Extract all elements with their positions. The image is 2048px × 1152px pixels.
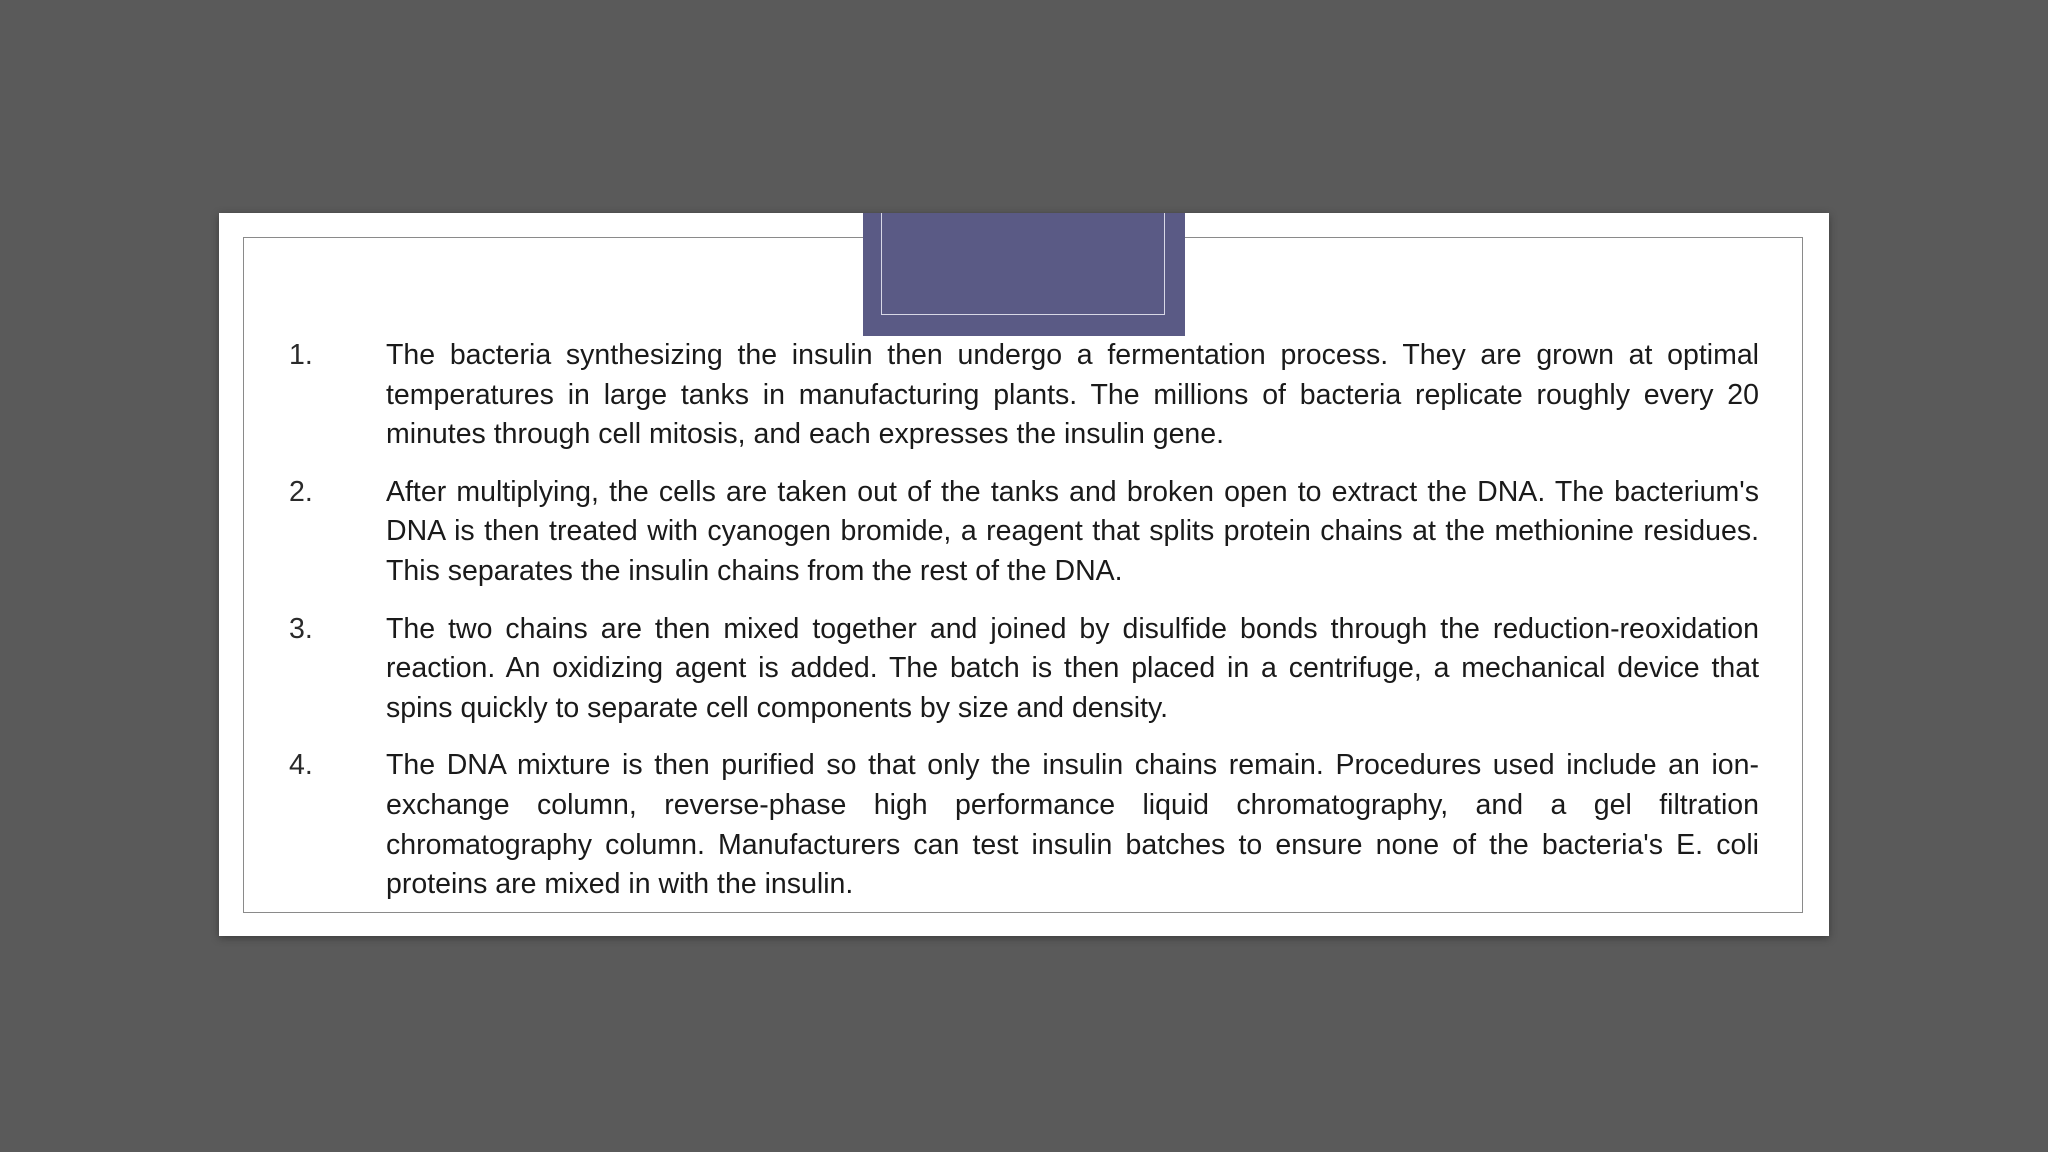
list-item-number: 3. bbox=[289, 612, 313, 645]
list-item bbox=[289, 610, 1759, 729]
list-item-text: The DNA mixture is then purified so that only the insulin chains remain. Procedures used include an ion-exchange column, reverse-phase high performance liquid chromatography, and a gel filtration chromatography column. Manufacturers can test insulin batches to ensure none of the bacteria's E. coli proteins are mixed in with the insulin. bbox=[386, 749, 1759, 901]
list-item bbox=[289, 473, 1759, 592]
numbered-list bbox=[289, 336, 1759, 923]
list-item-text: The bacteria synthesizing the insulin then undergo a fermentation process. They are grown at optimal temperatures in large tanks in manufacturing plants. The millions of bacteria replicate roughly every 20 minutes through cell mitosis, and each expresses the insulin gene. bbox=[386, 339, 1759, 451]
list-item bbox=[289, 746, 1759, 904]
list-item-text: The two chains are then mixed together and joined by disulfide bonds through the reduction-reoxidation reaction. An oxidizing agent is added. The batch is then placed in a centrifuge, a mechanical device that spins quickly to separate cell components by size and density. bbox=[386, 612, 1759, 724]
list-item-number: 2. bbox=[289, 475, 313, 508]
list-item-number: 4. bbox=[289, 749, 313, 782]
list-item-number: 1. bbox=[289, 339, 313, 371]
slide bbox=[219, 213, 1829, 936]
title-placeholder-border bbox=[881, 213, 1165, 315]
title-placeholder-tab bbox=[863, 213, 1185, 336]
list-item bbox=[289, 336, 1759, 455]
list-item-text: After multiplying, the cells are taken out of the tanks and broken open to extract the DNA. The bacterium's DNA is then treated with cyanogen bromide, a reagent that splits protein chains at the methionine residues. This separates the insulin chains from the rest of the DNA. bbox=[386, 475, 1759, 587]
